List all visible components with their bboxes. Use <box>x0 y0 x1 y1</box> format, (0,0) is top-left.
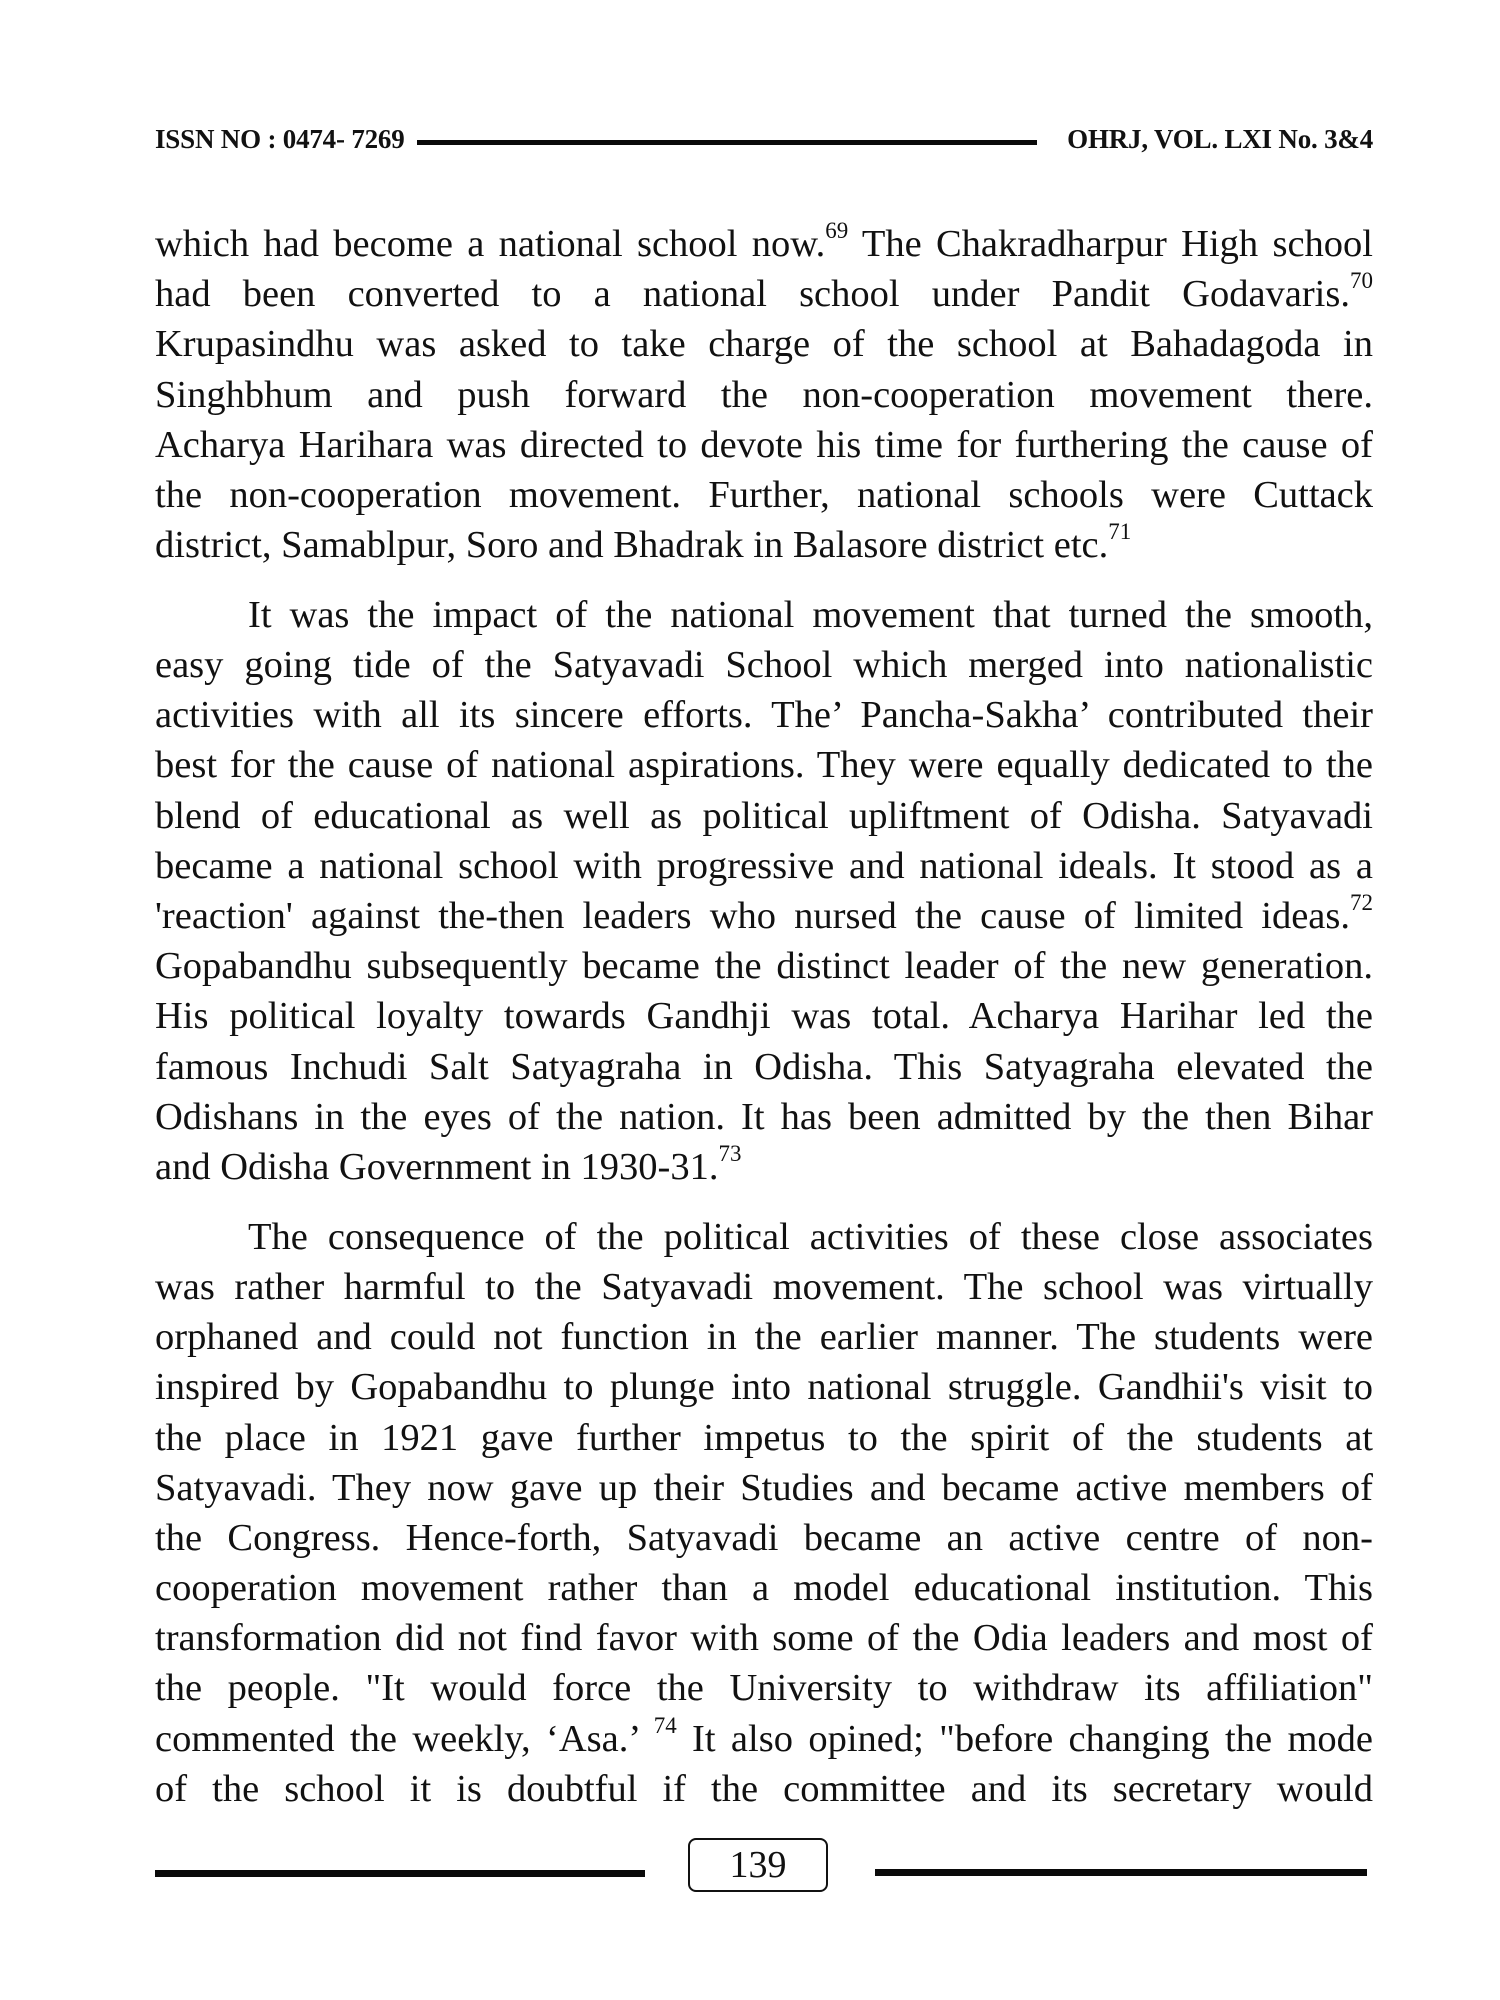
text-line <box>155 740 1373 790</box>
text-line <box>155 470 1373 520</box>
text-segment: The consequence of the political activities of these close associates <box>248 1215 1373 1258</box>
footnote-reference: 69 <box>825 218 849 244</box>
text-line <box>155 1714 1373 1764</box>
text-line <box>155 841 1373 891</box>
text-line <box>155 1262 1373 1312</box>
text-segment: had been converted to a national school under Pandit Godavaris. <box>155 273 1350 316</box>
text-line <box>155 1563 1373 1613</box>
paragraph <box>155 1212 1373 1814</box>
text-line <box>155 991 1373 1041</box>
text-segment: best for the cause of national aspirations. They were equally dedicated to the <box>155 744 1373 787</box>
text-line <box>155 891 1373 941</box>
text-segment: the non-cooperation movement. Further, national schools were Cuttack <box>155 473 1373 516</box>
text-line <box>155 1212 1373 1262</box>
text-segment: The Chakradharpur High school <box>848 223 1373 265</box>
text-line <box>155 1312 1373 1362</box>
text-segment: It also opined; "before changing the mode <box>676 1717 1373 1760</box>
text-line <box>155 1663 1373 1713</box>
text-line <box>155 1042 1373 1092</box>
text-line <box>155 1764 1373 1814</box>
text-line <box>155 370 1373 420</box>
issn-number: ISSN NO : 0474- 7269 <box>155 123 405 154</box>
text-segment: the Congress. Hence-forth, Satyavadi became an active centre of non- <box>155 1516 1373 1559</box>
text-line <box>155 420 1373 470</box>
text-segment: transformation did not find favor with some of the Odia leaders and most of <box>155 1617 1373 1660</box>
text-segment: orphaned and could not function in the earlier manner. The students were <box>155 1316 1373 1359</box>
text-line <box>155 219 1373 269</box>
text-segment: easy going tide of the Satyavadi School which merged into nationalistic <box>155 644 1373 687</box>
footnote-reference: 74 <box>653 1712 677 1738</box>
text-segment: district, Samablpur, Soro and Bhadrak in Balasore district etc. <box>155 524 1109 567</box>
text-line <box>155 269 1373 319</box>
text-line <box>155 1413 1373 1463</box>
header-rule <box>417 140 1038 145</box>
text-segment: blend of educational as well as political upliftment of Odisha. Satyavadi <box>155 794 1373 837</box>
article-body <box>155 219 1373 1834</box>
text-segment: cooperation movement rather than a model educational institution. This <box>155 1567 1373 1610</box>
page-footer <box>155 1838 1367 1892</box>
paragraph <box>155 590 1373 1192</box>
text-line <box>155 1513 1373 1563</box>
text-segment: activities with all its sincere efforts. The’ Pancha-Sakha’ contributed their <box>155 694 1373 737</box>
footnote-reference: 71 <box>1108 519 1132 545</box>
text-segment: 'reaction' against the-then leaders who nursed the cause of limited ideas. <box>155 895 1350 938</box>
text-segment: inspired by Gopabandhu to plunge into national struggle. Gandhii's visit to <box>155 1366 1373 1409</box>
journal-volume: OHRJ, VOL. LXI No. 3&4 <box>1067 123 1373 154</box>
page-number: 139 <box>729 1844 787 1886</box>
text-segment: became a national school with progressive and national ideals. It stood as a <box>155 844 1373 887</box>
text-segment: It was the impact of the national movement that turned the smooth, <box>248 593 1373 636</box>
page-number-box <box>688 1838 828 1892</box>
text-line <box>155 520 1373 570</box>
text-segment: was rather harmful to the Satyavadi movement. The school was virtually <box>155 1265 1373 1308</box>
paragraph <box>155 219 1373 570</box>
text-segment: His political loyalty towards Gandhji was total. Acharya Harihar led the <box>155 995 1373 1038</box>
footer-rule-left <box>155 1870 645 1877</box>
footer-rule-right <box>875 1869 1367 1876</box>
text-segment: which had become a national school now. <box>155 223 826 265</box>
text-segment: Singhbhum and push forward the non-cooperation movement there. <box>155 373 1373 416</box>
text-line <box>155 319 1373 369</box>
text-line <box>155 590 1373 640</box>
text-segment: famous Inchudi Salt Satyagraha in Odisha. This Satyagraha elevated the <box>155 1045 1373 1088</box>
text-line <box>155 941 1373 991</box>
text-line <box>155 1142 1373 1192</box>
text-segment: the people. "It would force the University to withdraw its affiliation" <box>155 1667 1373 1710</box>
text-segment: and Odisha Government in 1930-31. <box>155 1145 719 1188</box>
text-segment: of the school it is doubtful if the committee and its secretary would <box>155 1767 1373 1810</box>
text-line <box>155 791 1373 841</box>
text-line <box>155 1613 1373 1663</box>
footnote-reference: 72 <box>1350 890 1373 916</box>
text-segment: commented the weekly, ‘Asa.’ <box>155 1717 654 1760</box>
running-header <box>155 122 1373 156</box>
text-segment: Satyavadi. They now gave up their Studies and became active members of <box>155 1466 1373 1509</box>
text-segment: the place in 1921 gave further impetus to the spirit of the students at <box>155 1416 1373 1459</box>
text-line <box>155 1362 1373 1412</box>
text-line <box>155 640 1373 690</box>
text-line <box>155 1463 1373 1513</box>
text-segment: Gopabandhu subsequently became the distinct leader of the new generation. <box>155 945 1373 988</box>
text-line <box>155 1092 1373 1142</box>
text-line <box>155 690 1373 740</box>
footnote-reference: 73 <box>718 1141 742 1167</box>
footnote-reference: 70 <box>1350 268 1373 294</box>
text-segment: Odishans in the eyes of the nation. It has been admitted by the then Bihar <box>155 1095 1373 1138</box>
text-segment: Acharya Harihara was directed to devote his time for furthering the cause of <box>155 423 1373 466</box>
text-segment: Krupasindhu was asked to take charge of the school at Bahadagoda in <box>155 323 1373 366</box>
